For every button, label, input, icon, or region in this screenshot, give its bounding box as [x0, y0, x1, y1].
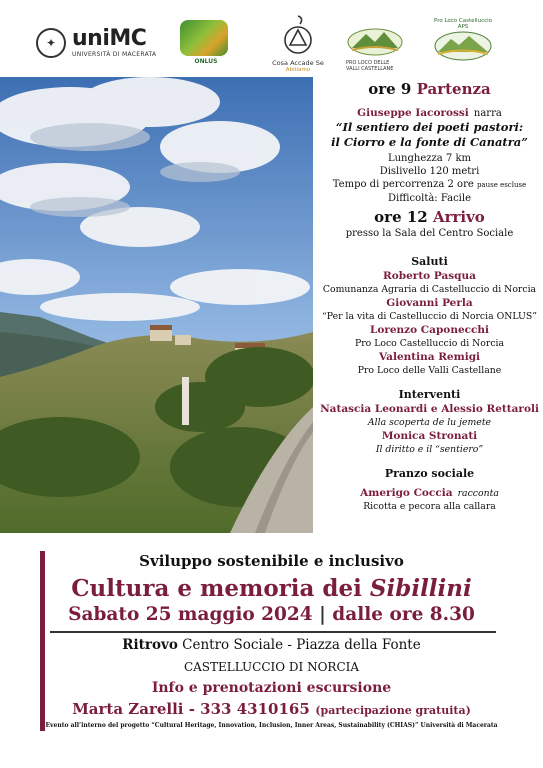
meeting-place: Centro Sociale - Piazza della Fonte: [182, 637, 421, 653]
pranzo-verb: racconta: [457, 488, 499, 499]
divider-line: [50, 631, 496, 633]
guide-line: [316, 101, 543, 120]
partner-logos-bar: [0, 0, 543, 76]
unimc-subtitle: UNIVERSITÀ DI MACERATA: [72, 51, 157, 58]
onlus-emblem-icon: [180, 20, 228, 56]
landscape-emblem-icon: [433, 30, 493, 62]
saluti-role-1: Comunanza Agraria di Castelluccio di Norcia: [322, 284, 537, 295]
saluti-name-1: Roberto Pasqua: [383, 270, 476, 282]
pranzo-menu: Ricotta e pecora alla callara: [363, 501, 496, 512]
start-label: Partenza: [416, 80, 491, 98]
arrival-label: Arrivo: [432, 208, 485, 226]
saluti-name-3: Lorenzo Caponecchi: [369, 324, 490, 336]
triangle-circle-icon: [278, 14, 318, 56]
pranzo-name: Amerigo Coccia: [360, 487, 453, 499]
project-footer: Evento all’interno del progetto “Cultural Heritage, Innovation, Inclusion, Inner Areas, Sustainability (CHIAS)” Università di Macerata: [45, 722, 498, 729]
contact-info: Marta Zarelli - 333 4310165: [72, 700, 310, 718]
event-title-main: Cultura e memoria dei: [71, 575, 362, 602]
walk-difficulty: Difficoltà: Facile: [387, 193, 471, 204]
cosa-accade-sub: Abitiamo: [285, 67, 311, 73]
onlus-logo: [180, 20, 232, 66]
saluti-role-2: “Per la vita di Castelluccio di Norcia ONLUS”: [322, 311, 537, 322]
mountain-emblem-icon: [346, 24, 404, 56]
landscape-photo: [0, 77, 313, 533]
pranzo-speaker-line: [316, 481, 543, 500]
proloco-valli-logo: [346, 24, 404, 72]
interventi-title-1: Alla scoperta de lu jemete: [367, 417, 492, 428]
walk-length: Lunghezza 7 km: [387, 153, 472, 164]
event-date: Sabato 25 maggio 2024: [68, 604, 313, 625]
event-title-italic: Sibillini: [369, 575, 472, 602]
university-seal-icon: ✦: [36, 28, 66, 58]
interventi-title-2: Il diritto e il “sentiero”: [375, 444, 484, 455]
saluti-name-4: Valentina Remigi: [378, 351, 481, 363]
mountain-landscape-image: [0, 77, 313, 533]
walk-duration: Tempo di percorrenza 2 ore: [332, 179, 474, 190]
saluti-name-2: Giovanni Perla: [386, 297, 473, 309]
interventi-name-1: Natascia Leonardi e Alessio Rettaroli: [320, 403, 539, 415]
saluti-role-4: Pro Loco delle Valli Castellane: [357, 365, 502, 376]
cosa-accade-label: Cosa Accade Se: [272, 59, 324, 67]
meeting-label: Ritrovo: [122, 637, 178, 653]
onlus-label: ONLUS: [194, 58, 218, 65]
cosa-accade-logo: [266, 14, 330, 73]
walk-duration-note: pause escluse: [476, 181, 527, 189]
unimc-logo: [36, 28, 156, 58]
contact-note: (partecipazione gratuita): [315, 704, 471, 717]
program-column: [316, 77, 543, 513]
guide-name: Giuseppe Iacorossi: [357, 107, 469, 119]
unimc-brand: uniMC: [72, 26, 147, 51]
walk-title-2: il Ciorro e la fonte di Canatra”: [331, 135, 528, 149]
walk-elevation: Dislivello 120 metri: [379, 166, 480, 177]
event-date-line: [0, 603, 543, 627]
proloco-valli-label: PRO LOCO DELLE VALLI CASTELLANE: [346, 60, 394, 72]
proloco-castelluccio-label: Pro Loco Castelluccio APS: [433, 18, 493, 30]
arrival-line: [316, 207, 543, 227]
start-line: [316, 79, 543, 99]
event-time: dalle ore 8.30: [332, 604, 475, 625]
saluti-role-3: Pro Loco Castelluccio di Norcia: [354, 338, 505, 349]
start-time: ore 9: [368, 80, 412, 98]
event-title: [0, 575, 543, 603]
info-heading: Info e prenotazioni escursione: [151, 680, 392, 696]
saluti-heading: Saluti: [411, 255, 448, 268]
event-subtitle: Sviluppo sostenibile e inclusivo: [139, 552, 404, 570]
interventi-heading: Interventi: [398, 388, 461, 401]
meeting-line: [0, 636, 543, 654]
arrival-place: presso la Sala del Centro Sociale: [345, 228, 514, 239]
arrival-time: ore 12: [374, 208, 428, 226]
walk-title-1: “Il sentiero dei poeti pastori:: [335, 120, 524, 134]
contact-line: [0, 699, 543, 721]
guide-verb: narra: [473, 108, 502, 119]
event-separator: |: [319, 604, 326, 625]
walk-duration-line: [316, 178, 543, 192]
event-town: CASTELLUCCIO DI NORCIA: [183, 660, 360, 674]
interventi-name-2: Monica Stronati: [381, 430, 478, 442]
proloco-castelluccio-logo: [430, 18, 496, 66]
pranzo-heading: Pranzo sociale: [384, 467, 475, 480]
